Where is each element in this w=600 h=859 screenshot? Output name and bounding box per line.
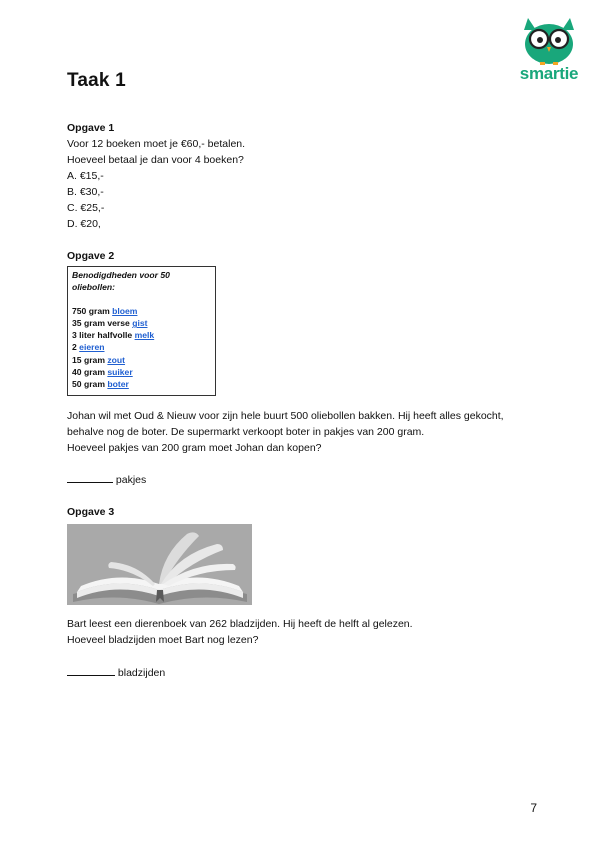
option-d: D. €20, [67,218,101,230]
question-3-line-1: Bart leest een dierenboek van 262 bladzijden. Hij heeft de helft al gelezen. [67,618,413,630]
ingredient-line: 750 gram bloem [72,306,138,317]
question-3-heading: Opgave 3 [67,506,115,518]
answer-blank[interactable] [67,665,115,676]
ingredient-link-suiker[interactable]: suiker [107,366,133,377]
option-c: C. €25,- [67,202,105,214]
ingredient-line: 50 gram boter [72,378,129,389]
answer-unit: pakjes [115,474,147,486]
page-number: 7 [530,801,537,815]
question-2-line-1: Johan wil met Oud & Nieuw voor zijn hele buurt 500 oliebollen bakken. Hij heeft alles gekocht, [67,410,504,422]
ingredient-line: 3 liter halfvolle melk [72,330,155,341]
open-book-image [67,524,252,605]
question-2-line-2: behalve nog de boter. De supermarkt verkoopt boter in pakjes van 200 gram. [67,426,425,438]
ingredient-line: 35 gram verse gist [72,318,148,329]
recipe-title-line-1: Benodigdheden voor 50 [72,270,170,280]
question-2-text [67,408,547,456]
page-title: Taak 1 [67,70,126,91]
question-1-line-2: Hoeveel betaal je dan voor 4 boeken? [67,154,244,166]
ingredient-link-melk[interactable]: melk [134,330,155,341]
ingredient-line: 15 gram zout [72,354,126,365]
logo-text: smartie [519,64,579,83]
ingredient-line: 2 eieren [72,342,105,353]
answer-blank[interactable] [67,472,113,483]
question-2-line-3: Hoeveel pakjes van 200 gram moet Johan dan kopen? [67,442,322,454]
question-2-heading: Opgave 2 [67,250,115,262]
option-a: A. €15,- [67,170,104,182]
ingredient-line: 40 gram suiker [72,366,133,377]
question-1 [67,120,245,232]
ingredient-link-boter[interactable]: boter [107,378,129,389]
question-3-line-2: Hoeveel bladzijden moet Bart nog lezen? [67,634,259,646]
ingredient-link-zout[interactable]: zout [107,354,126,365]
ingredient-link-eieren[interactable]: eieren [79,342,105,353]
answer-line-pakjes [67,472,146,488]
question-1-line-1: Voor 12 boeken moet je €60,- betalen. [67,138,246,150]
owl-icon [514,14,584,66]
recipe-box [67,266,216,396]
answer-line-bladzijden [67,665,165,681]
answer-unit: bladzijden [117,667,166,679]
recipe-title-line-2: oliebollen: [72,282,115,293]
smartie-logo [514,14,584,86]
question-1-heading: Opgave 1 [67,122,115,134]
ingredient-link-bloem[interactable]: bloem [112,306,138,317]
question-3-text [67,616,547,648]
ingredient-link-gist[interactable]: gist [132,318,148,329]
option-b: B. €30,- [67,186,104,198]
